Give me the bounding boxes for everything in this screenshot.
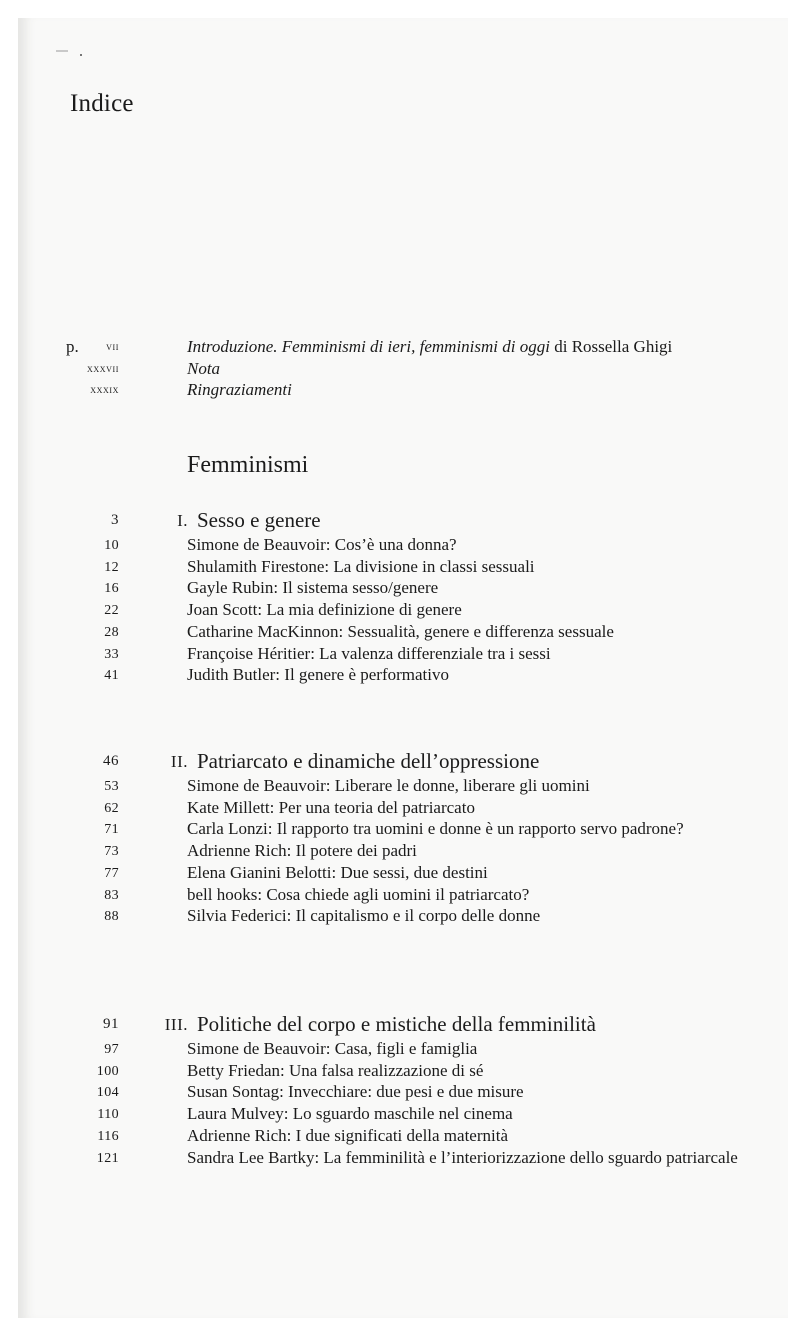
page-number: vii [106, 339, 119, 353]
toc-entry [18, 1147, 788, 1169]
toc-entry [18, 862, 788, 884]
entry-list [18, 1038, 788, 1168]
section-1 [18, 507, 788, 686]
entry-text: Simone de Beauvoir: Liberare le donne, liberare gli uomini [187, 776, 590, 795]
section-2 [18, 748, 788, 927]
page-number: 104 [96, 1085, 119, 1101]
entry-text: Gayle Rubin: Il sistema sesso/genere [187, 578, 439, 598]
entry-title-italic: Introduzione. Femminismi di ieri, femminismi di oggi [187, 337, 550, 356]
section-title: Politiche del corpo e mistiche della femminilità [197, 1012, 596, 1036]
page-number: 100 [96, 1063, 119, 1079]
section-heading [18, 748, 788, 775]
toc-entry [18, 840, 788, 862]
entry-text: Judith Butler: Il genere è performativo [187, 665, 449, 685]
entry-text: Silvia Federici: Il capitalismo e il corpo delle donne [187, 906, 541, 926]
entry-author: di Rossella Ghigi [549, 337, 673, 356]
page-number: 91 [103, 1016, 119, 1032]
page-number: 16 [104, 581, 119, 597]
page-number: 46 [103, 753, 119, 769]
toc-entry [18, 818, 788, 840]
scanned-page [18, 18, 788, 1318]
entry-text: Simone de Beauvoir: Cos’è una donna? [187, 535, 457, 554]
section-title: Sesso e genere [197, 508, 321, 532]
front-matter-list [18, 336, 788, 401]
entry-text: Catharine MacKinnon: Sessualità, genere e differenza sessuale [187, 621, 614, 641]
page-number: 33 [104, 646, 119, 662]
toc-entry [18, 1103, 788, 1125]
entry-text: bell hooks: Cosa chiede agli uomini il patriarcato? [187, 884, 530, 904]
page-number: 22 [104, 603, 119, 619]
front-matter-item [18, 379, 788, 401]
page-title: Indice [70, 90, 134, 117]
entry-list [18, 775, 788, 927]
entry-text: Carla Lonzi: Il rapporto tra uomini e donne è un rapporto servo padrone? [187, 819, 684, 839]
entry-list [18, 534, 788, 686]
page-number: 12 [104, 559, 119, 575]
front-matter-item [18, 336, 788, 358]
page-number: 83 [104, 887, 119, 903]
page-number: 116 [97, 1128, 119, 1144]
entry-title-italic: Nota [187, 358, 221, 378]
toc-entry [18, 556, 788, 578]
toc-entry [18, 1081, 788, 1103]
page-number: 41 [104, 668, 119, 684]
page-number: 10 [104, 538, 119, 553]
entry-text: Betty Friedan: Una falsa realizzazione di sé [187, 1060, 484, 1080]
toc-entry [18, 1060, 788, 1082]
toc-entry [18, 884, 788, 906]
section-heading [18, 507, 788, 534]
toc-entry [18, 905, 788, 927]
page-number: 73 [104, 844, 119, 860]
entry-text: Sandra Lee Bartky: La femminilità e l’interiorizzazione dello sguardo patriarcale [187, 1147, 738, 1167]
section-numeral: II. [170, 752, 188, 771]
front-matter-item [18, 358, 788, 380]
entry-text: Adrienne Rich: I due significati della maternità [187, 1125, 508, 1145]
toc-entry [18, 643, 788, 665]
page-prefix: p. [66, 337, 79, 356]
toc-entry [18, 1038, 788, 1060]
page-number: 121 [96, 1150, 119, 1166]
page-number: 110 [97, 1107, 119, 1123]
page-number: 71 [104, 822, 119, 838]
toc-entry [18, 577, 788, 599]
entry-text: Joan Scott: La mia definizione di genere [187, 600, 462, 620]
entry-text: Laura Mulvey: Lo sguardo maschile nel cinema [187, 1104, 513, 1124]
page-number: 28 [104, 624, 119, 640]
scan-mark [56, 50, 68, 52]
toc-entry [18, 599, 788, 621]
entry-text: Shulamith Firestone: La divisione in classi sessuali [187, 556, 535, 576]
scan-dot [80, 54, 82, 56]
page-number: 53 [104, 779, 119, 794]
page-number: 97 [104, 1042, 119, 1057]
toc-entry [18, 775, 788, 797]
page-number: 3 [111, 512, 119, 528]
page-number: xxxvii [86, 360, 119, 375]
entry-title-italic: Ringraziamenti [187, 380, 292, 400]
entry-text: Adrienne Rich: Il potere dei padri [187, 841, 417, 861]
toc-entry [18, 664, 788, 686]
section-3 [18, 1011, 788, 1168]
toc-entry [18, 621, 788, 643]
toc-entry [18, 797, 788, 819]
section-numeral: III. [164, 1015, 188, 1034]
section-numeral: I. [177, 511, 188, 530]
page-number: 77 [104, 865, 119, 881]
entry-text: Simone de Beauvoir: Casa, figli e famiglia [187, 1039, 478, 1058]
toc-entry [18, 534, 788, 556]
entry-text: Elena Gianini Belotti: Due sessi, due destini [187, 862, 488, 882]
entry-text: Françoise Héritier: La valenza differenziale tra i sessi [187, 643, 551, 663]
page-number: 62 [104, 800, 119, 816]
part-title: Femminismi [187, 452, 309, 478]
entry-text [187, 336, 672, 358]
entry-text: Susan Sontag: Invecchiare: due pesi e due misure [187, 1082, 524, 1102]
section-heading [18, 1011, 788, 1038]
entry-text: Kate Millett: Per una teoria del patriarcato [187, 797, 475, 817]
page-number: 88 [104, 909, 119, 925]
section-title: Patriarcato e dinamiche dell’oppressione [197, 749, 540, 773]
page-number: xxxix [90, 382, 119, 397]
toc-entry [18, 1125, 788, 1147]
